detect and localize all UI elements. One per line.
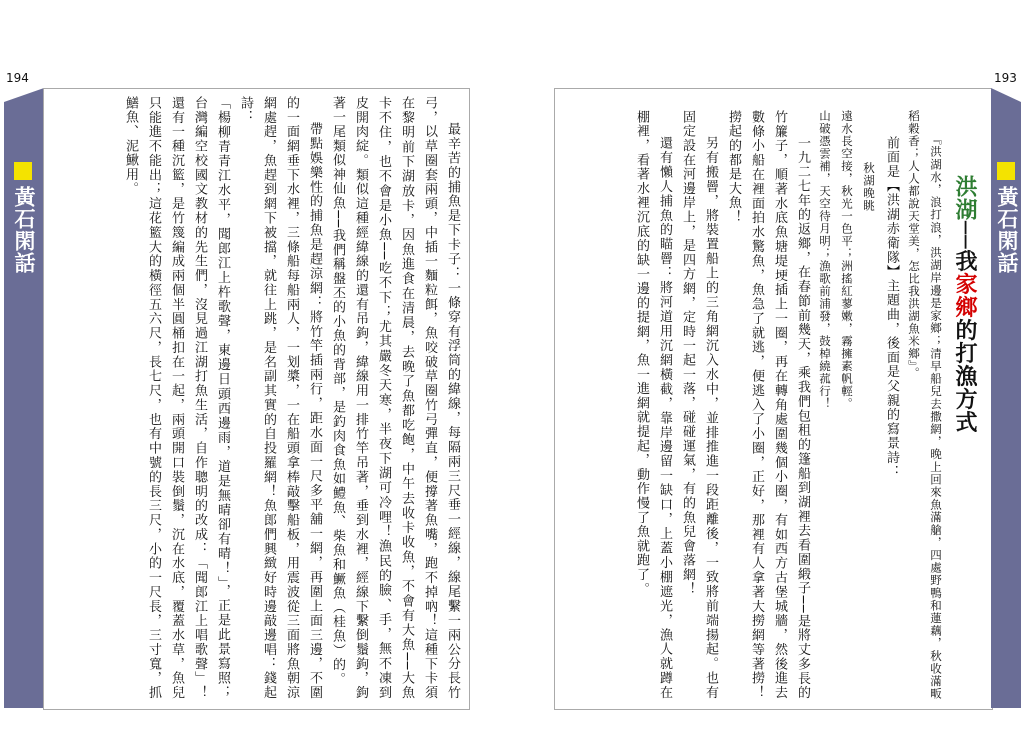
paragraph: 另有搬罾，將裝置船上的三角網沉入水中，並排推進一段距離後，一致將前端揚起。也有固定設在河邊岸上，是四方網，定時一起一落，碰碰運氣，有的魚兒會落網！ [680, 110, 718, 700]
page-number-left: 194 [6, 71, 29, 85]
right-page-body [563, 110, 947, 700]
heading-part-2b: 家鄉 [952, 272, 977, 319]
paragraph: 「楊柳青青江水平，聞郎江上杵歌聲，東邊日頭西邊雨，道是無晴卻有晴！」，正是此景寫照；台灣編空校國文教材的先生們，沒見過江湖打魚生活，自作聰明的改成：「聞郎江上唱歌聲」！還有一種沉籃，是竹篾編成兩個半圓桶扣在一起，兩頭開口裝倒鬚，沉在水底，覆蓋水草，魚兒只能進不能出；這花籃大的橫徑五六尺，長七尺，也有中號的長三尺，小的一尺長，三寸寬，抓鱔魚、泥鰍用。 [123, 96, 230, 700]
heading-part-2c: 的打漁方式 [952, 318, 977, 434]
yellow-square-icon [997, 162, 1015, 180]
heading-part-1: 洪湖 [952, 175, 977, 221]
poem-line: 山破憑雲補，天空待月明；漁歌前浦發，鼓棹繞菰行！ [818, 110, 832, 410]
poem-line: 遠水長空接，秋光一色平；洲搖紅蓼嫩，霧擁素帆輕。 [840, 110, 854, 410]
paragraph: 還有懶人捕魚的瞄罾：將河道用沉網橫截，靠岸邊留一缺口，上蓋小棚遮光，漁人就蹲在棚裡，看著水裡沉底的缺一邊的提網，魚一進網就提起，動作慢了魚就跑了。 [634, 110, 672, 700]
yellow-square-icon [14, 162, 32, 180]
right-side-band [991, 88, 1021, 708]
heading-dash: ── [952, 221, 977, 250]
paragraph: 帶點娛樂性的捕魚是趕涼網：將竹竿插兩行，距水面一尺多平舖一網，再圍上面三邊，不圍的一面網垂下水裡，三條船每船兩人，一划槳，一在船頭拿棒敲擊船板，用震波從三面將魚朝涼網處趕，魚趕到網下被擋，就往上跳，是名副其實的自投羅網！魚郎們興緻好時邊敲邊唱：錢起詩： [238, 96, 322, 700]
paragraph: 最辛苦的捕魚是下卡子：一條穿有浮筒的緯線，每隔兩三尺垂一經線，線尾繫一兩公分長竹弓，以草圈套兩頭，中插一麵粒餌，魚咬破草圈竹弓彈直，便撐著魚嘴，跑不掉吶！這種下卡須在黎明前下湖放卡，因魚進食在清晨，去晚了魚都吃飽，中午去收卡收魚，不會有大魚──大魚卡不住，也不會是小魚──吃不下；尤其嚴冬天寒，半夜下湖可冷哩！漁民的臉、手，無不凍到皮開肉綻。類似這種經緯線的還有吊鉤，緯線用一排竹竿吊著，垂到水裡，經線下繫倒鬚鉤，鉤著一尾類似神仙魚──我們稱盤丕的小魚的背部，是釣肉食魚如鱧魚、柴魚和鱖魚（桂魚）的。 [330, 96, 460, 700]
band-title-left: 黃石閑話 [12, 186, 36, 274]
article-heading [949, 175, 980, 595]
song-lyrics: 『洪湖水，浪打浪，洪湖岸邊是家鄉；清早船兒去撒網，晚上回來魚滿艙，四處野鴨和蓮藕，秋收滿畈稻穀香；人人都說天堂美，怎比我洪湖魚米鄉』。 [907, 110, 943, 700]
heading-part-2a: 我 [952, 249, 977, 273]
intro-line: 前面是【洪湖赤衛隊】主題曲，後面是父親的寫景詩： [884, 136, 899, 480]
band-title-right: 黃石閑話 [995, 186, 1019, 274]
left-page-body [40, 96, 464, 700]
paragraph: 一九二七年的返鄉，在春節前幾天，乘我們包租的篷船到湖裡去看圍緞子──是將丈多長的竹簾子，順著水底魚塘堤埂插上一圈，再在轉角處圍幾個小圈，有如西方古堡城牆，然後進去數條小船在裡面拍水驚魚，魚急了就逃，便逃入了小圈，正好，那裡有人拿著大撈網等著撈！撈起的都是大魚！ [726, 110, 810, 700]
poem-title: 秋湖晚眺 [862, 161, 876, 212]
left-side-band [4, 88, 44, 708]
page-number-right: 193 [994, 71, 1017, 85]
